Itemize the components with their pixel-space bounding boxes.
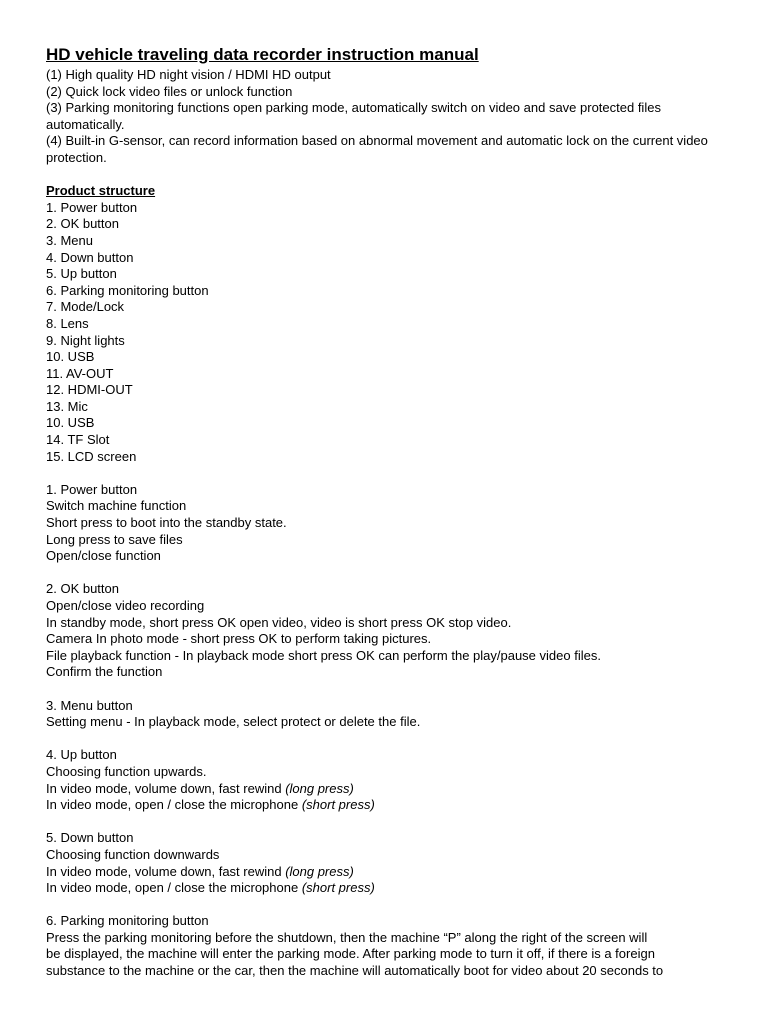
product-structure-section xyxy=(46,183,736,465)
structure-item: 11. AV-OUT xyxy=(46,365,114,381)
description-line: Long press to save files xyxy=(46,531,183,547)
structure-item: 14. TF Slot xyxy=(46,432,110,448)
down-button-section xyxy=(46,830,736,896)
description-line xyxy=(46,781,736,798)
feature-item: (4) Built-in G-sensor, can record information based on abnormal movement and automatic lock on the current video protection. xyxy=(46,133,708,165)
spacer xyxy=(46,681,736,698)
structure-item: 9. Night lights xyxy=(46,332,125,348)
description-text: In video mode, open / close the microphone xyxy=(46,797,302,813)
feature-item: (1) High quality HD night vision / HDMI HD output xyxy=(46,67,331,82)
spacer xyxy=(46,167,736,184)
spacer xyxy=(46,731,736,748)
ok-button-section xyxy=(46,581,736,681)
section-heading: 5. Down button xyxy=(46,830,134,846)
structure-item: 15. LCD screen xyxy=(46,448,137,464)
description-line: substance to the machine or the car, then the machine will automatically boot for video about 20 seconds to xyxy=(46,963,664,979)
structure-item: 6. Parking monitoring button xyxy=(46,282,209,298)
feature-item: (2) Quick lock video files or unlock function xyxy=(46,83,293,99)
description-line: Setting menu - In playback mode, select protect or delete the file. xyxy=(46,714,421,730)
description-line xyxy=(46,880,736,897)
structure-item: 7. Mode/Lock xyxy=(46,299,125,315)
section-heading: 1. Power button xyxy=(46,481,138,497)
structure-item: 4. Down button xyxy=(46,249,134,265)
up-button-section xyxy=(46,747,736,813)
feature-list xyxy=(46,67,736,167)
structure-item: 12. HDMI-OUT xyxy=(46,382,133,398)
description-line: File playback function - In playback mode short press OK can perform the play/pause video files. xyxy=(46,647,601,663)
section-heading: 2. OK button xyxy=(46,581,119,597)
structure-item: 3. Menu xyxy=(46,232,93,248)
description-line: Open/close function xyxy=(46,548,161,564)
menu-button-section xyxy=(46,698,736,731)
section-heading: 3. Menu button xyxy=(46,697,133,713)
press-note: (short press) xyxy=(301,797,375,813)
feature-item: (3) Parking monitoring functions open parking mode, automatically switch on video and save protected files automatically. xyxy=(46,100,661,132)
document-title: HD vehicle traveling data recorder instruction manual xyxy=(46,45,479,64)
description-line: Open/close video recording xyxy=(46,598,205,613)
description-line xyxy=(46,797,736,814)
description-line: Confirm the function xyxy=(46,664,163,680)
structure-item: 2. OK button xyxy=(46,216,119,232)
structure-item: 10. USB xyxy=(46,349,95,365)
spacer xyxy=(46,814,736,831)
description-line: Press the parking monitoring before the shutdown, then the machine “P” along the right of the screen will xyxy=(46,929,648,945)
structure-item: 10. USB xyxy=(46,415,95,431)
description-line: Camera In photo mode - short press OK to perform taking pictures. xyxy=(46,631,432,647)
press-note: (long press) xyxy=(285,780,354,796)
structure-item: 13. Mic xyxy=(46,398,88,414)
section-heading: Product structure xyxy=(46,183,156,199)
manual-page xyxy=(46,44,736,980)
section-heading: 4. Up button xyxy=(46,747,117,763)
spacer xyxy=(46,565,736,582)
description-line: In standby mode, short press OK open video, video is short press OK stop video. xyxy=(46,614,512,630)
description-line: Choosing function downwards xyxy=(46,846,220,862)
spacer xyxy=(46,897,736,914)
description-text: In video mode, volume down, fast rewind xyxy=(46,780,286,796)
section-heading: 6. Parking monitoring button xyxy=(46,913,209,929)
press-note: (short press) xyxy=(301,880,375,896)
description-line: Choosing function upwards. xyxy=(46,763,207,779)
description-line: Switch machine function xyxy=(46,498,187,514)
power-button-section xyxy=(46,482,736,565)
spacer xyxy=(46,465,736,482)
structure-item: 1. Power button xyxy=(46,199,138,215)
description-line xyxy=(46,864,736,881)
structure-item: 8. Lens xyxy=(46,315,89,331)
description-line: Short press to boot into the standby state. xyxy=(46,515,287,531)
description-text: In video mode, volume down, fast rewind xyxy=(46,863,286,879)
description-line: be displayed, the machine will enter the parking mode. After parking mode to turn it off, if there is a foreign xyxy=(46,946,655,962)
structure-item: 5. Up button xyxy=(46,266,117,282)
parking-button-section xyxy=(46,913,736,979)
description-text: In video mode, open / close the microphone xyxy=(46,880,302,896)
press-note: (long press) xyxy=(285,863,354,879)
